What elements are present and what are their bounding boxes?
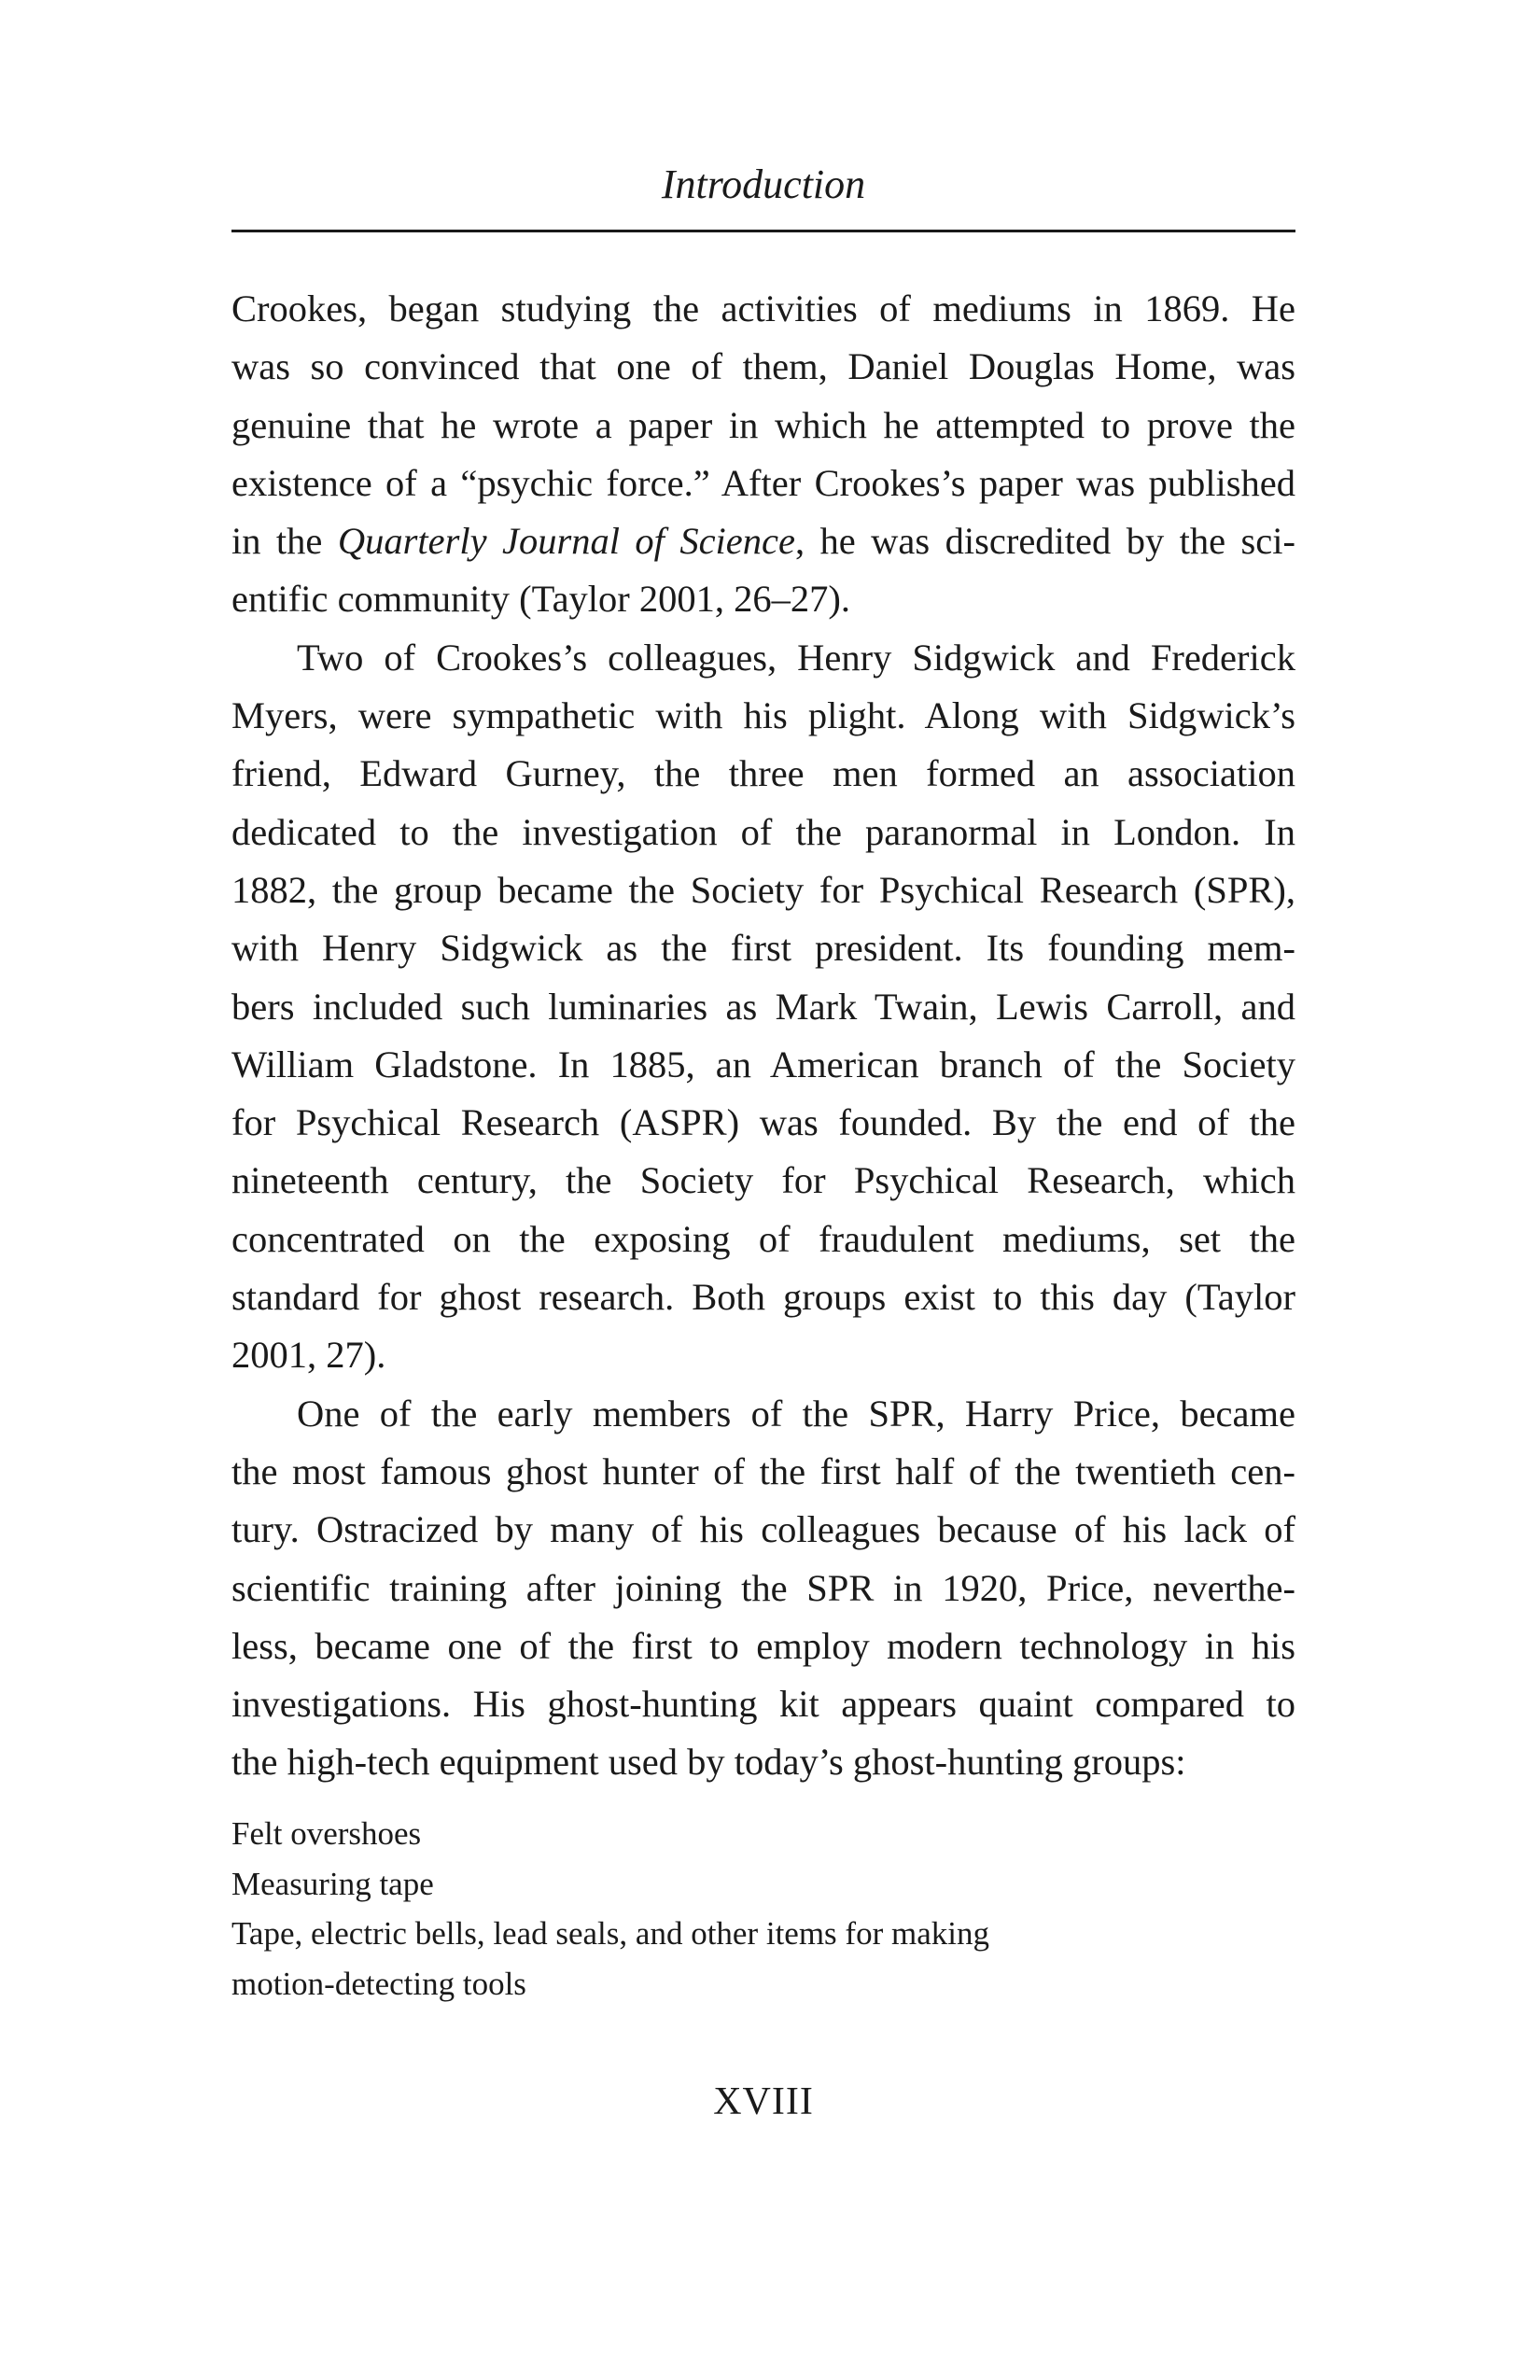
header-rule (231, 230, 1295, 232)
list-item: Measuring tape (231, 1865, 434, 1902)
paragraph-2-line-13: 2001, 27). (231, 1334, 386, 1377)
paragraph-2-line-5: 1882, the group became the Society for Psychical Research (SPR), (231, 868, 1295, 911)
paragraph-3-line-2: the most famous ghost hunter of the first half of the twentieth cen- (231, 1449, 1295, 1492)
list-item: motion-detecting tools (231, 1965, 526, 2002)
paragraph-2-line-8: William Gladstone. In 1885, an American branch of the Society (231, 1043, 1295, 1085)
paragraph-3-line-3: tury. Ostracized by many of his colleagues because of his lack of (231, 1508, 1295, 1551)
kit-list (231, 1809, 1295, 2009)
paragraph-2-line-4: dedicated to the investigation of the paranormal in London. In (231, 810, 1295, 853)
paragraph-2-line-11: concentrated on the exposing of fraudulent mediums, set the (231, 1217, 1295, 1260)
paragraph-3-line-4: scientific training after joining the SPR in 1920, Price, neverthe- (231, 1566, 1295, 1609)
list-item: Felt overshoes (231, 1815, 422, 1852)
paragraph-2-line-6: with Henry Sidgwick as the first president. Its founding mem- (231, 927, 1295, 970)
list-item: Tape, electric bells, lead seals, and other items for making (231, 1915, 989, 1952)
body-text (231, 280, 1295, 1792)
paragraph-1-line-5 (231, 512, 1295, 570)
paragraph-2-line-2: Myers, were sympathetic with his plight. Along with Sidgwick’s (231, 694, 1295, 737)
paragraph-2-line-3: friend, Edward Gurney, the three men formed an association (231, 752, 1295, 795)
paragraph-1-line-1: Crookes, began studying the activities of mediums in 1869. He (231, 287, 1295, 329)
paragraph-1-line-4: existence of a “psychic force.” After Crookes’s paper was published (231, 461, 1295, 504)
paragraph-3-line-1: One of the early members of the SPR, Harry Price, became (297, 1392, 1295, 1435)
journal-title: Quarterly Journal of Science (337, 520, 795, 563)
paragraph-1-line-3: genuine that he wrote a paper in which he attempted to prove the (231, 403, 1295, 446)
paragraph-2-line-1: Two of Crookes’s colleagues, Henry Sidgwick and Frederick (297, 636, 1295, 679)
paragraph-3-line-7: the high-tech equipment used by today’s ghost-hunting groups: (231, 1741, 1186, 1784)
paragraph-1-line-6: entific community (Taylor 2001, 26–27). (231, 578, 851, 621)
running-head: Introduction (661, 161, 866, 207)
line-text: , he was discredited by the sci- (794, 520, 1295, 563)
paragraph-3-line-6: investigations. His ghost-hunting kit appears quaint compared to (231, 1683, 1295, 1726)
paragraph-3-line-5: less, became one of the first to employ modern technology in his (231, 1624, 1295, 1667)
paragraph-2-line-7: bers included such luminaries as Mark Twain, Lewis Carroll, and (231, 985, 1295, 1028)
line-text: in the (231, 520, 338, 563)
paragraph-2-line-9: for Psychical Research (ASPR) was founded. By the end of the (231, 1101, 1295, 1144)
paragraph-1-line-2: was so convinced that one of them, Daniel Douglas Home, was (231, 345, 1295, 388)
paragraph-2-line-10: nineteenth century, the Society for Psychical Research, which (231, 1159, 1295, 1202)
page-number: XVIII (713, 2080, 814, 2123)
paragraph-2-line-12: standard for ghost research. Both groups exist to this day (Taylor (231, 1276, 1295, 1319)
